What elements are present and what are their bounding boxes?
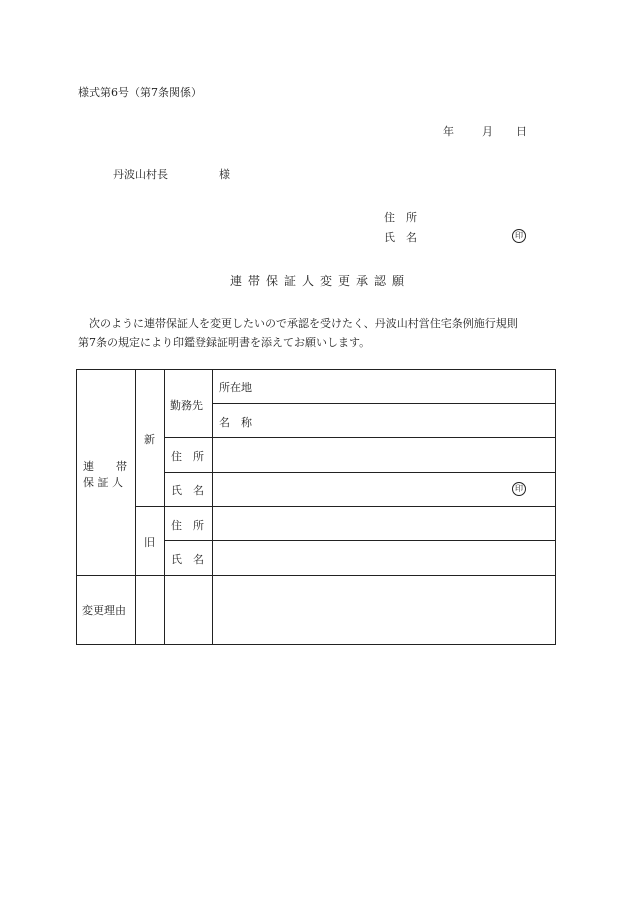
body-text-line-2: 第7条の規定により印鑑登録証明書を添えてお願いします。 bbox=[78, 336, 371, 349]
new-guarantor-seal-icon: 印 bbox=[512, 482, 526, 496]
applicant-name-label: 氏 名 bbox=[384, 231, 417, 244]
form-number: 様式第6号（第7条関係） bbox=[78, 86, 202, 99]
new-address-field[interactable] bbox=[213, 438, 555, 472]
new-address-label: 住 所 bbox=[171, 450, 204, 463]
applicant-address-label: 住 所 bbox=[384, 211, 417, 224]
recipient-honorific: 様 bbox=[219, 168, 230, 181]
old-name-field[interactable] bbox=[213, 541, 555, 575]
new-name-label: 氏 名 bbox=[171, 484, 204, 497]
date-year-label: 年 bbox=[443, 125, 454, 138]
workplace-location-label: 所在地 bbox=[219, 381, 252, 394]
old-address-label: 住 所 bbox=[171, 519, 204, 532]
date-month-label: 月 bbox=[482, 125, 493, 138]
workplace-company-name-field[interactable] bbox=[213, 404, 555, 437]
change-reason-field[interactable] bbox=[213, 576, 555, 644]
new-name-field[interactable] bbox=[213, 473, 503, 506]
document-title: 連帯保証人変更承認願 bbox=[230, 274, 411, 288]
guarantor-label-line-2: 保 証 人 bbox=[83, 476, 123, 489]
applicant-seal-icon: 印 bbox=[512, 229, 526, 243]
workplace-label: 勤務先 bbox=[170, 399, 203, 412]
body-text-line-1: 次のように連帯保証人を変更したいので承認を受けたく、丹波山村営住宅条例施行規則 bbox=[89, 317, 518, 330]
old-name-label: 氏 名 bbox=[171, 553, 204, 566]
workplace-company-name-label: 名 称 bbox=[219, 416, 252, 429]
new-guarantor-label: 新 bbox=[144, 433, 155, 446]
workplace-location-field[interactable] bbox=[213, 370, 555, 403]
recipient-name: 丹波山村長 bbox=[113, 168, 168, 181]
date-day-label: 日 bbox=[516, 125, 527, 138]
old-guarantor-label: 旧 bbox=[144, 536, 155, 549]
guarantor-label-line-1: 連 帯 bbox=[83, 460, 127, 473]
change-reason-label: 変更理由 bbox=[82, 604, 126, 617]
old-address-field[interactable] bbox=[213, 507, 555, 540]
